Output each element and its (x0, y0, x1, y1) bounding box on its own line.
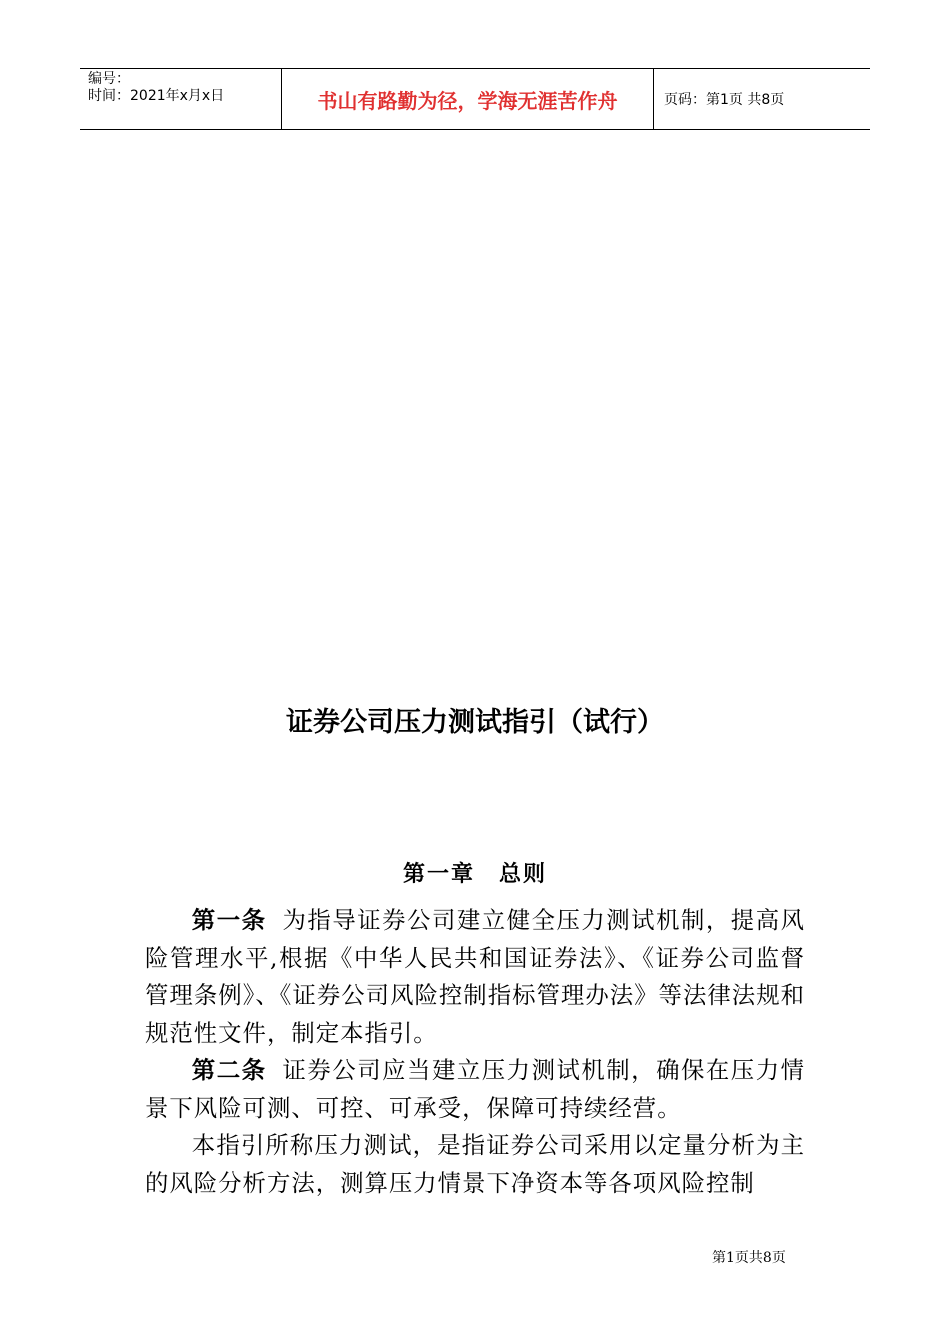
paragraph-article-2 (145, 1052, 805, 1127)
header-page-info: 页码：第1页 共8页 (664, 92, 785, 108)
paragraph-article-1 (145, 902, 805, 1052)
paragraph-text: 本指引所称压力测试，是指证券公司采用以定量分析为主的风险分析方法，测算压力情景下净资本等各项风险控制 (145, 1131, 805, 1197)
document-title: 证券公司压力测试指引（试行） (286, 707, 664, 738)
header-motto: 书山有路勤为径，学海无涯苦作舟 (282, 69, 654, 129)
page-header (80, 68, 870, 130)
article-number: 第一条 (191, 906, 267, 934)
paragraph-text: 为指导证券公司建立健全压力测试机制，提高风险管理水平,根据《中华人民共和国证券法》、《证券公司监督管理条例》、《证券公司风险控制指标管理办法》等法律法规和规范性文件，制定本指引。 (145, 906, 806, 1047)
paragraph-text: 证券公司应当建立压力测试机制，确保在压力情景下风险可测、可控、可承受，保障可持续经营。 (145, 1056, 806, 1122)
chapter-heading: 第一章 总则 (402, 861, 547, 887)
document-date-label: 时间：2021年x月x日 (88, 88, 225, 104)
document-number-label: 编号： (88, 71, 130, 87)
document-body (145, 902, 805, 1202)
header-meta (80, 69, 282, 129)
paragraph-definition (145, 1127, 805, 1202)
article-number: 第二条 (191, 1056, 267, 1084)
page-footer: 第1页共8页 (712, 1250, 786, 1266)
